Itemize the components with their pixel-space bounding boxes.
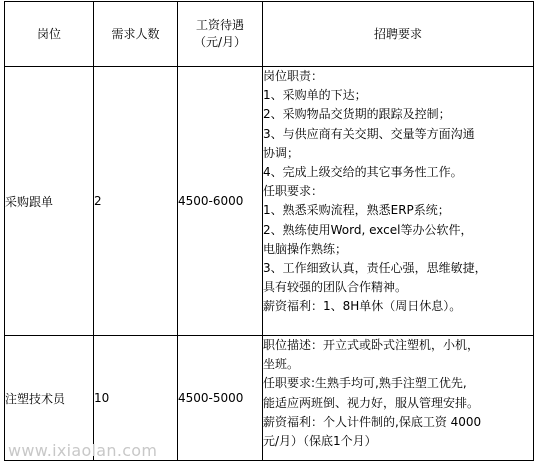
table-row	[5, 67, 534, 336]
requirement-line: 职位描述：开立式或卧式注塑机，小机，	[263, 338, 480, 352]
cell-salary: 4500-5000	[178, 336, 263, 461]
header-salary-line2: （元/月）	[193, 35, 247, 49]
header-position: 岗位	[5, 2, 94, 67]
table-header-row	[5, 2, 534, 67]
requirement-line: 坐班。	[263, 357, 300, 372]
requirement-line: 3、工作细致认真，责任心强，思维敏捷，	[263, 261, 487, 276]
requirement-line: 任职要求:生熟手均可,熟手注塑工优先,	[263, 376, 467, 391]
requirement-line: 薪资福利：个人计件制的,保底工资 4000	[263, 414, 482, 429]
header-requirements: 招聘要求	[263, 2, 534, 67]
requirement-line: 任职要求：	[263, 184, 324, 199]
requirement-line: 元/月）（保底1个月）	[263, 434, 377, 449]
requirement-line: 1、熟悉采购流程，熟悉ERP系统；	[263, 203, 450, 218]
requirement-line: 具有较强的团队合作精神。	[263, 280, 408, 295]
requirement-line: 4、完成上级交给的其它事务性工作。	[263, 165, 463, 180]
header-salary-line1: 工资待遇	[195, 18, 244, 32]
requirement-line: 2、熟练使用Word, excel等办公软件，	[263, 222, 473, 237]
cell-requirements	[263, 336, 534, 461]
requirement-line: 岗位职责：	[263, 69, 324, 83]
cell-position: 注塑技术员	[5, 336, 94, 461]
cell-requirements	[263, 67, 534, 336]
cell-headcount: 2	[94, 67, 178, 336]
header-salary	[178, 2, 263, 67]
cell-salary: 4500-6000	[178, 67, 263, 336]
requirement-line: 协调；	[263, 145, 300, 160]
header-headcount: 需求人数	[94, 2, 178, 67]
watermark: www.ixiaolan.com	[8, 441, 158, 460]
recruitment-table	[4, 1, 534, 461]
cell-position: 采购跟单	[5, 67, 94, 336]
requirement-line: 能适应两班倒、视力好，服从管理安排。	[263, 395, 480, 410]
requirement-line: 2、采购物品交货期的跟踪及控制；	[263, 107, 451, 122]
requirement-line: 电脑操作熟练；	[263, 241, 348, 256]
requirement-line: 薪资福利：1、8H单休（周日休息）。	[263, 299, 462, 314]
requirement-line: 3、与供应商有关交期、交量等方面沟通	[263, 126, 475, 141]
requirement-line: 1、采购单的下达；	[263, 88, 367, 103]
cell-headcount: 10	[94, 336, 178, 461]
